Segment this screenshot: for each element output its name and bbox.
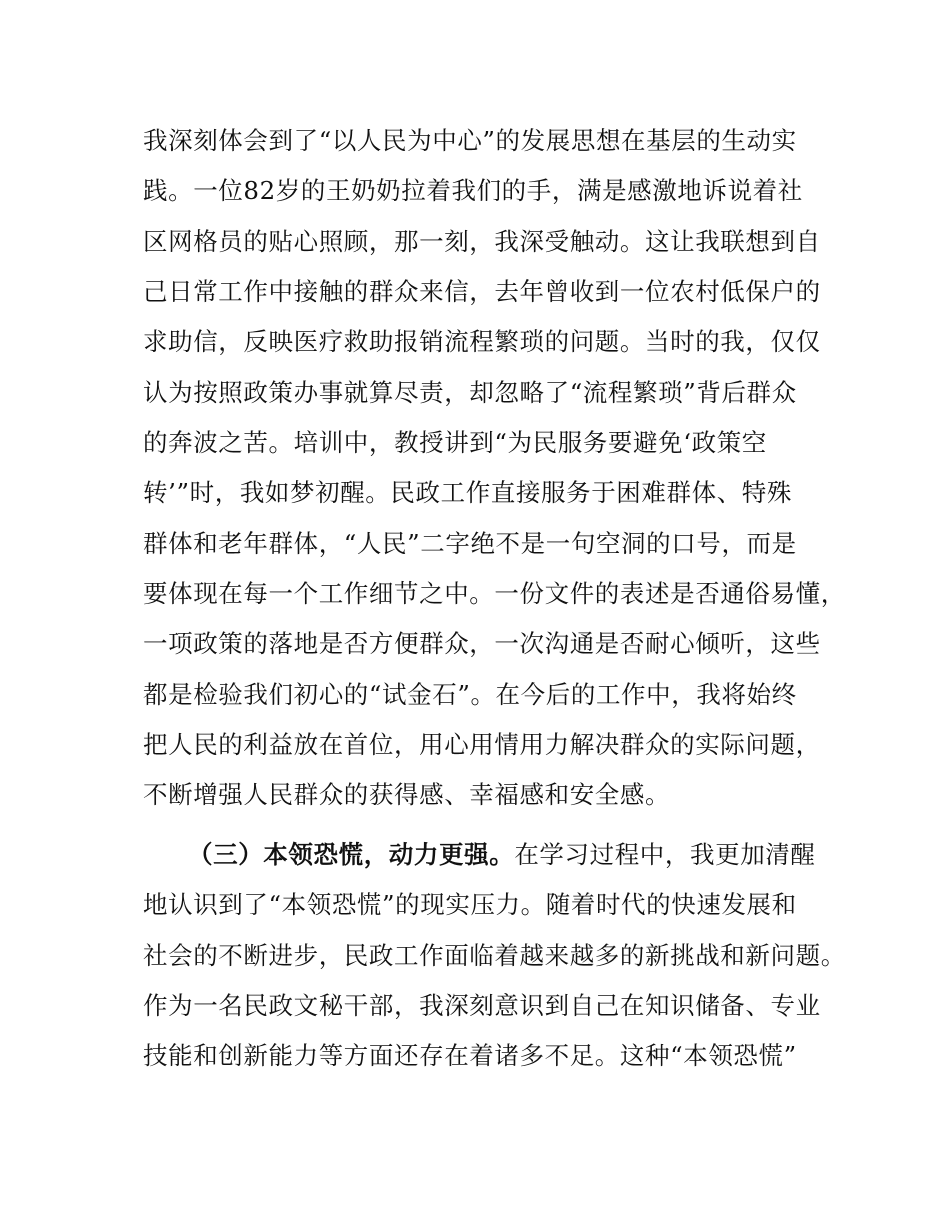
paragraph-line: 不断增强人民群众的获得感、幸福感和安全感。 [143, 780, 671, 809]
paragraph-line: 群体和老年群体，“人民”二字绝不是一句空洞的口号，而是 [143, 529, 797, 558]
paragraph-line: 践。一位82岁的王奶奶拉着我们的手，满是感激地诉说着社 [143, 176, 803, 205]
paragraph-line: 地认识到了“本领恐慌”的现实压力。随着时代的快速发展和 [143, 890, 797, 919]
paragraph-line: 我深刻体会到了“以人民为中心”的发展思想在基层的生动实 [143, 126, 797, 155]
paragraph-line: 己日常工作中接触的群众来信，去年曾收到一位农村低保户的 [143, 277, 821, 306]
paragraph-line: 认为按照政策办事就算尽责，却忽略了“流程繁琐”背后群众 [143, 378, 797, 407]
paragraph-line: 求助信，反映医疗救助报销流程繁琐的问题。当时的我，仅仅 [143, 327, 821, 356]
paragraph-line: 把人民的利益放在首位，用心用情用力解决群众的实际问题， [143, 730, 821, 759]
paragraph-line: 技能和创新能力等方面还存在着诸多不足。这种“本领恐慌” [143, 1041, 797, 1070]
section-heading: （三）本领恐慌，动力更强。 [188, 840, 515, 869]
paragraph-line: 作为一名民政文秘干部，我深刻意识到自己在知识储备、专业 [143, 991, 821, 1020]
paragraph-line: 社会的不断进步，民政工作面临着越来越多的新挑战和新问题。 [143, 941, 846, 970]
paragraph-first-line [188, 840, 816, 870]
paragraph-line: 转’”时，我如梦初醒。民政工作直接服务于困难群体、特殊 [143, 478, 793, 507]
paragraph-line: 要体现在每一个工作细节之中。一份文件的表述是否通俗易懂， [143, 579, 846, 608]
paragraph-line-rest: 在学习过程中，我更加清醒 [514, 840, 816, 869]
paragraph-line: 一项政策的落地是否方便群众，一次沟通是否耐心倾听，这些 [143, 629, 821, 658]
paragraph-line: 区网格员的贴心照顾，那一刻，我深受触动。这让我联想到自 [143, 227, 821, 256]
paragraph-line: 都是检验我们初心的“试金石”。在今后的工作中，我将始终 [143, 680, 797, 709]
paragraph-line: 的奔波之苦。培训中，教授讲到“为民服务要避免‘政策空 [143, 428, 767, 457]
